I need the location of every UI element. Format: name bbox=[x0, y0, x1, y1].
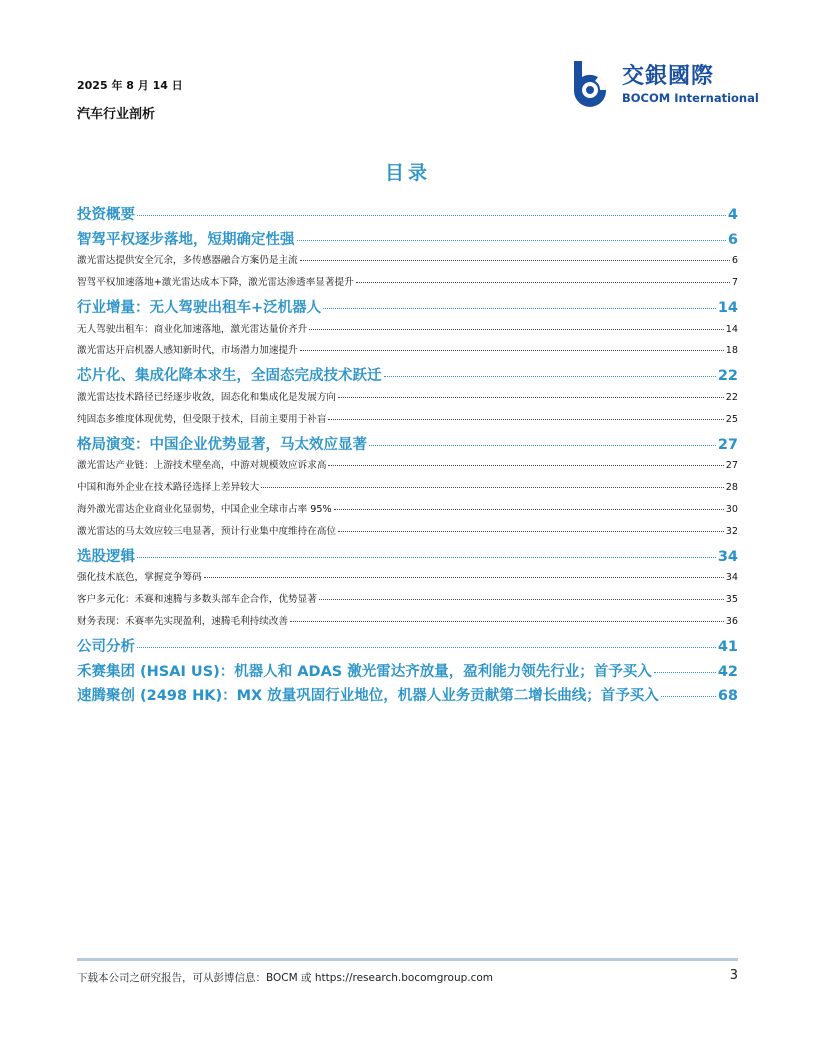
toc-subsection-link[interactable] bbox=[77, 274, 738, 296]
toc-leader-dots bbox=[300, 350, 724, 351]
toc-subsection-link[interactable] bbox=[77, 321, 738, 343]
toc-entry-page: 6 bbox=[731, 255, 738, 267]
toc-entry-title: 格局演变：中国企业优势显著，马太效应显著 bbox=[77, 436, 367, 453]
toc-entry-page: 7 bbox=[731, 277, 738, 289]
toc-entry-title: 无人驾驶出租车：商业化加速落地，激光雷达量价齐升 bbox=[77, 323, 308, 335]
toc-leader-dots bbox=[328, 465, 723, 466]
toc-entry-title: 强化技术底色，掌握竞争筹码 bbox=[77, 572, 202, 584]
toc-entry-title: 财务表现：禾赛率先实现盈利，速腾毛利持续改善 bbox=[77, 616, 289, 628]
toc-subsection-link[interactable] bbox=[77, 501, 738, 523]
toc-entry-title: 行业增量：无人驾驶出租车+泛机器人 bbox=[77, 299, 322, 316]
toc-entry-title: 激光雷达的马太效应较三电显著，预计行业集中度维持在高位 bbox=[77, 525, 337, 537]
toc-section-link[interactable] bbox=[77, 635, 738, 660]
report-date: 2025 年 8 月 14 日 bbox=[77, 79, 183, 92]
toc-section-link[interactable] bbox=[77, 364, 738, 389]
bocom-logo bbox=[568, 59, 759, 109]
logo-chinese-name: 交銀國際 bbox=[622, 64, 715, 89]
footer-text: 下载本公司之研究报告，可从彭博信息：BOCM 或 https://research.bocomgroup.com bbox=[77, 972, 494, 984]
toc-subsection-link[interactable] bbox=[77, 411, 738, 433]
toc-entry-title: 客户多元化：禾赛和速腾与多数头部车企合作，优势显著 bbox=[77, 594, 317, 606]
toc-entry-page: 18 bbox=[725, 345, 738, 357]
toc-entry-page: 28 bbox=[725, 482, 738, 494]
toc-leader-dots bbox=[384, 376, 716, 377]
toc-entry-page: 14 bbox=[717, 299, 738, 316]
footer-divider bbox=[77, 958, 738, 961]
toc-leader-dots bbox=[309, 329, 724, 330]
toc-entry-page: 34 bbox=[717, 548, 738, 565]
toc-leader-dots bbox=[338, 531, 724, 532]
toc-section-link[interactable] bbox=[77, 228, 738, 253]
toc-entry-title: 激光雷达开启机器人感知新时代，市场潜力加速提升 bbox=[77, 345, 298, 357]
toc-leader-dots bbox=[334, 509, 724, 510]
toc-entry-page: 22 bbox=[725, 391, 738, 403]
toc-leader-dots bbox=[300, 260, 730, 261]
toc-section-link[interactable] bbox=[77, 203, 738, 228]
bocom-logo-icon bbox=[568, 59, 618, 109]
toc-entry-page: 4 bbox=[727, 207, 738, 223]
toc-entry-page: 14 bbox=[725, 323, 738, 335]
toc-subsection-link[interactable] bbox=[77, 457, 738, 479]
toc-leader-dots bbox=[297, 240, 726, 241]
toc-section-link[interactable] bbox=[77, 296, 738, 321]
toc-subsection-link[interactable] bbox=[77, 569, 738, 591]
toc-entry-title: 速腾聚创 (2498 HK)：MX 放量巩固行业地位，机器人业务贡献第二增长曲线；首予买入 bbox=[77, 688, 659, 705]
toc-leader-dots bbox=[369, 445, 716, 446]
table-of-contents bbox=[77, 203, 738, 709]
toc-entry-page: 32 bbox=[725, 525, 738, 537]
toc-subsection-link[interactable] bbox=[77, 389, 738, 411]
report-header bbox=[77, 77, 183, 122]
toc-section-link[interactable] bbox=[77, 684, 738, 709]
toc-entry-title: 激光雷达产业链：上游技术壁垒高，中游对规模效应诉求高 bbox=[77, 460, 327, 472]
toc-entry-title: 海外激光雷达企业商业化显弱势，中国企业全球市占率 95% bbox=[77, 504, 332, 516]
toc-subsection-link[interactable] bbox=[77, 252, 738, 274]
toc-entry-page: 42 bbox=[717, 663, 738, 680]
toc-leader-dots bbox=[290, 621, 724, 622]
toc-leader-dots bbox=[328, 419, 723, 420]
toc-entry-page: 25 bbox=[725, 413, 738, 425]
toc-leader-dots bbox=[261, 487, 724, 488]
toc-entry-page: 41 bbox=[717, 639, 738, 656]
logo-english-name: BOCOM International bbox=[622, 91, 759, 105]
toc-leader-dots bbox=[137, 647, 716, 648]
toc-leader-dots bbox=[137, 215, 726, 216]
toc-leader-dots bbox=[204, 577, 724, 578]
toc-leader-dots bbox=[137, 557, 716, 558]
toc-section-link[interactable] bbox=[77, 545, 738, 570]
toc-entry-page: 6 bbox=[727, 231, 738, 248]
toc-entry-page: 36 bbox=[725, 616, 738, 628]
toc-subsection-link[interactable] bbox=[77, 479, 738, 501]
toc-entry-title: 投资概要 bbox=[77, 207, 135, 223]
toc-entry-title: 激光雷达提供安全冗余，多传感器融合方案仍是主流 bbox=[77, 255, 298, 267]
toc-entry-title: 选股逻辑 bbox=[77, 548, 135, 565]
toc-section-link[interactable] bbox=[77, 660, 738, 685]
toc-entry-title: 智驾平权逐步落地，短期确定性强 bbox=[77, 231, 295, 248]
report-sector: 汽车行业剖析 bbox=[77, 107, 156, 122]
toc-entry-title: 中国和海外企业在技术路径选择上差异较大 bbox=[77, 482, 260, 494]
toc-entry-page: 68 bbox=[717, 688, 738, 705]
page-number: 3 bbox=[729, 968, 738, 983]
toc-entry-page: 34 bbox=[725, 572, 738, 584]
toc-entry-page: 27 bbox=[725, 460, 738, 472]
toc-subsection-link[interactable] bbox=[77, 523, 738, 545]
toc-leader-dots bbox=[319, 599, 724, 600]
toc-entry-title: 纯固态多维度体现优势，但受限于技术，目前主要用于补盲 bbox=[77, 413, 327, 425]
toc-leader-dots bbox=[338, 397, 724, 398]
toc-entry-title: 激光雷达技术路径已经逐步收敛，固态化和集成化是发展方向 bbox=[77, 391, 337, 403]
toc-subsection-link[interactable] bbox=[77, 591, 738, 613]
toc-entry-title: 公司分析 bbox=[77, 639, 135, 656]
toc-entry-title: 智驾平权加速落地+激光雷达成本下降，激光雷达渗透率显著提升 bbox=[77, 277, 354, 289]
toc-entry-page: 27 bbox=[717, 436, 738, 453]
toc-subsection-link[interactable] bbox=[77, 613, 738, 635]
toc-entry-page: 35 bbox=[725, 594, 738, 606]
toc-entry-title: 禾赛集团 (HSAI US)：机器人和 ADAS 激光雷达齐放量，盈利能力领先行业；首予买入 bbox=[77, 663, 652, 680]
toc-leader-dots bbox=[323, 308, 716, 309]
toc-entry-page: 22 bbox=[717, 368, 738, 385]
toc-title: 目录 bbox=[384, 162, 431, 184]
toc-leader-dots bbox=[661, 696, 716, 697]
toc-entry-page: 30 bbox=[725, 504, 738, 516]
toc-leader-dots bbox=[356, 282, 730, 283]
toc-entry-title: 芯片化、集成化降本求生，全固态完成技术跃迁 bbox=[77, 368, 382, 385]
toc-subsection-link[interactable] bbox=[77, 342, 738, 364]
toc-leader-dots bbox=[654, 672, 716, 673]
toc-section-link[interactable] bbox=[77, 433, 738, 458]
